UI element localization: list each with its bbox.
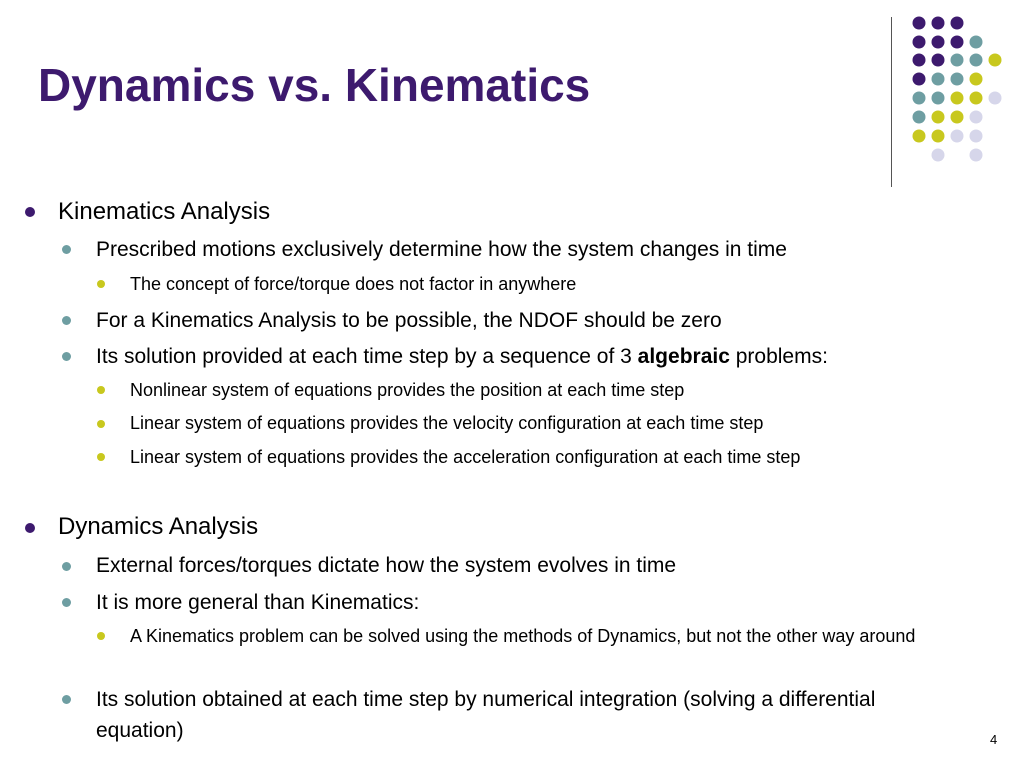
bullet-dynamics-point-3: Its solution obtained at each time step by numerical integration (solving a differential equation): [96, 688, 876, 742]
bullet-marker: [97, 453, 105, 461]
bullet-marker: [97, 386, 105, 394]
bullet-marker: [62, 695, 71, 704]
bullet-marker: [97, 280, 105, 288]
bullet-marker: [25, 523, 35, 533]
bullet-kinematics-heading: Kinematics Analysis: [58, 198, 271, 225]
bullet-dynamics-point-2-sub: A Kinematics problem can be solved using the methods of Dynamics, but not the other way around: [130, 626, 916, 646]
bullet-marker: [62, 598, 71, 607]
bullet-dynamics-heading: Dynamics Analysis: [58, 513, 259, 540]
bullet-marker: [62, 562, 71, 571]
bullet-text: problems:: [729, 345, 828, 368]
bullet-kinematics-point-1: Prescribed motions exclusively determine how the system changes in time: [96, 238, 787, 261]
bullet-marker: [62, 352, 71, 361]
bullet-dynamics-point-2: It is more general than Kinematics:: [96, 591, 420, 614]
emphasis-text: algebraic: [637, 345, 730, 368]
bullet-kinematics-point-2: For a Kinematics Analysis to be possible, the NDOF should be zero: [96, 309, 722, 332]
bullet-marker: [62, 316, 71, 325]
page-number: 4: [990, 732, 998, 747]
bullet-text: Its solution provided at each time step by a sequence of 3: [96, 345, 638, 368]
bullet-kinematics-point-3: [96, 341, 828, 372]
bullet-marker: [97, 632, 105, 640]
bullet-marker: [25, 207, 35, 217]
bullet-kinematics-point-3-sub-3: Linear system of equations provides the acceleration configuration at each time step: [130, 447, 801, 467]
slide-title: Dynamics vs. Kinematics: [38, 59, 591, 111]
bullet-marker: [97, 420, 105, 428]
bullet-kinematics-point-3-sub-1: Nonlinear system of equations provides the position at each time step: [130, 380, 685, 400]
bullet-kinematics-point-3-sub-2: Linear system of equations provides the velocity configuration at each time step: [130, 413, 764, 433]
bullet-kinematics-point-1-sub: The concept of force/torque does not factor in anywhere: [130, 274, 577, 294]
bullet-marker: [62, 245, 71, 254]
bullet-dynamics-point-1: External forces/torques dictate how the system evolves in time: [96, 554, 677, 577]
